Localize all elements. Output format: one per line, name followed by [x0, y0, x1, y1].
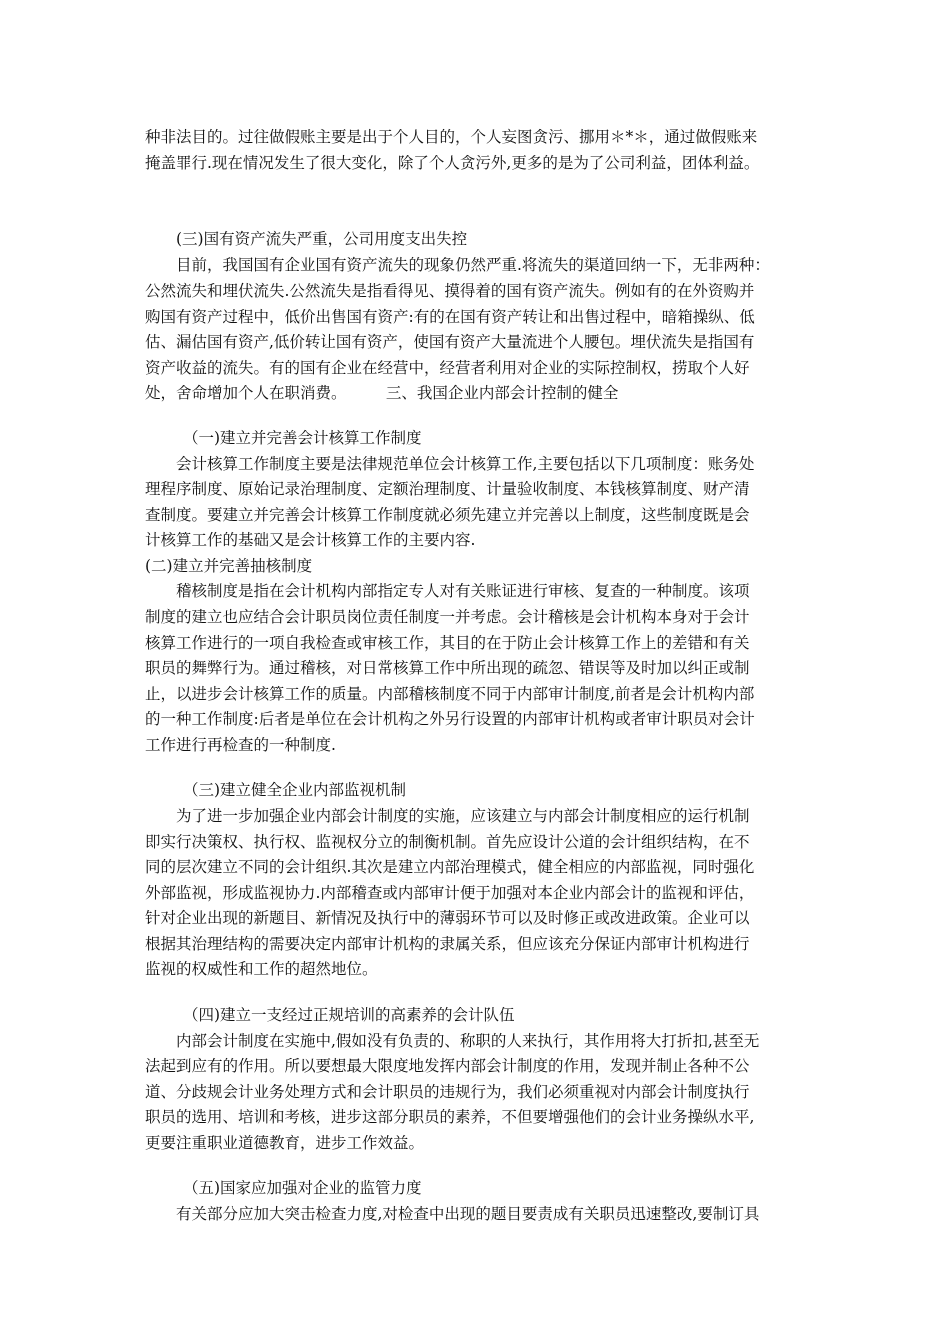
- subsection-heading: （五)国家应加强对企业的监管力度: [183, 1179, 422, 1197]
- paragraph-line: 理程序制度、原始记录治理制度、定额治理制度、计量验收制度、本钱核算制度、财产清: [145, 480, 750, 498]
- paragraph-line: 针对企业出现的新题目、新情况及执行中的薄弱环节可以及时修正或改进政策。企业可以: [145, 909, 750, 927]
- paragraph-line: 估、漏估国有资产,低价转让国有资产，使国有资产大量流进个人腰包。埋伏流失是指国有: [145, 333, 755, 351]
- paragraph-line: 同的层次建立不同的会计组织.其次是建立内部治理模式，健全相应的内部监视，同时强化: [145, 858, 755, 876]
- paragraph-line: 有关部分应加大突击检查力度,对检查中出现的题目要责成有关职员迅速整改,要制订具: [176, 1205, 760, 1223]
- paragraph-line: 即实行决策权、执行权、监视权分立的制衡机制。首先应设计公道的会计组织结构，在不: [145, 833, 750, 851]
- paragraph-line: 法起到应有的作用。所以要想最大限度地发挥内部会计制度的作用，发现并制止各种不公: [145, 1057, 750, 1075]
- paragraph-line: 的一种工作制度:后者是单位在会计机构之外另行设置的内部审计机构或者审计职员对会计: [145, 710, 755, 728]
- paragraph-line: 道、分歧规会计业务处理方式和会计职员的违规行为，我们必须重视对内部会计制度执行: [145, 1083, 750, 1101]
- paragraph-line: 购国有资产过程中，低价出售国有资产:有的在国有资产转让和出售过程中，暗箱操纵、低: [145, 308, 755, 326]
- paragraph-line: 工作进行再检查的一种制度.: [145, 736, 336, 754]
- subsection-heading: (二)建立并完善抽核制度: [145, 557, 313, 575]
- paragraph-line: 职员的舞弊行为。通过稽核，对日常核算工作中所出现的疏忽、错误等及时加以纠正或制: [145, 659, 750, 677]
- subsection-heading: （一)建立并完善会计核算工作制度: [183, 429, 422, 447]
- paragraph-line: 根据其治理结构的需要决定内部审计机构的隶属关系，但应该充分保证内部审计机构进行: [145, 935, 750, 953]
- paragraph-line: 更要注重职业道德教育，进步工作效益。: [145, 1134, 425, 1152]
- paragraph-line: 处，舍命增加个人在职消费。 三、我国企业内部会计控制的健全: [145, 384, 619, 402]
- subsection-heading: （三)建立健全企业内部监视机制: [183, 781, 407, 799]
- paragraph-line: 查制度。要建立并完善会计核算工作制度就必须先建立并完善以上制度，这些制度既是会: [145, 506, 750, 524]
- section-heading: (三)国有资产流失严重，公司用度支出失控: [176, 230, 468, 248]
- paragraph-line: 为了进一步加强企业内部会计制度的实施，应该建立与内部会计制度相应的运行机制: [176, 807, 750, 825]
- paragraph-line: 资产收益的流失。有的国有企业在经营中，经营者利用对企业的实际控制权，捞取个人好: [145, 359, 750, 377]
- paragraph-line: 目前，我国国有企业国有资产流失的现象仍然严重.将流失的渠道回纳一下，无非两种：: [176, 256, 770, 274]
- paragraph-line: 内部会计制度在实施中,假如没有负责的、称职的人来执行，其作用将大打折扣,甚至无: [176, 1032, 760, 1050]
- paragraph-line: 核算工作进行的一项自我检查或审核工作，其目的在于防止会计核算工作上的差错和有关: [145, 634, 750, 652]
- paragraph-line: 止，以进步会计核算工作的质量。内部稽核制度不同于内部审计制度,前者是会计机构内部: [145, 685, 755, 703]
- paragraph-line: 计核算工作的基础又是会计核算工作的主要内容.: [145, 531, 476, 549]
- paragraph-line: 制度的建立也应结合会计职员岗位责任制度一并考虑。会计稽核是会计机构本身对于会计: [145, 608, 750, 626]
- subsection-heading: （四)建立一支经过正规培训的高素养的会计队伍: [183, 1006, 515, 1024]
- paragraph-line: 稽核制度是指在会计机构内部指定专人对有关账证进行审核、复查的一种制度。该项: [176, 582, 750, 600]
- paragraph-line: 公然流失和埋伏流失.公然流失是指看得见、摸得着的国有资产流失。例如有的在外资购并: [145, 282, 755, 300]
- paragraph-line: 掩盖罪行.现在情况发生了很大变化，除了个人贪污外,更多的是为了公司利益，团体利益。: [145, 154, 760, 172]
- paragraph-line: 外部监视，形成监视协力.内部稽查或内部审计便于加强对本企业内部会计的监视和评估，: [145, 884, 755, 902]
- paragraph-line: 职员的选用、培训和考核，进步这部分职员的素养，不但要增强他们的会计业务操纵水平,: [145, 1108, 755, 1126]
- paragraph-line: 种非法目的。过往做假账主要是出于个人目的，个人妄图贪污、挪用＊*＊，通过做假账来: [145, 128, 758, 146]
- paragraph-line: 监视的权威性和工作的超然地位。: [145, 960, 378, 978]
- paragraph-line: 会计核算工作制度主要是法律规范单位会计核算工作,主要包括以下几项制度：账务处: [176, 455, 755, 473]
